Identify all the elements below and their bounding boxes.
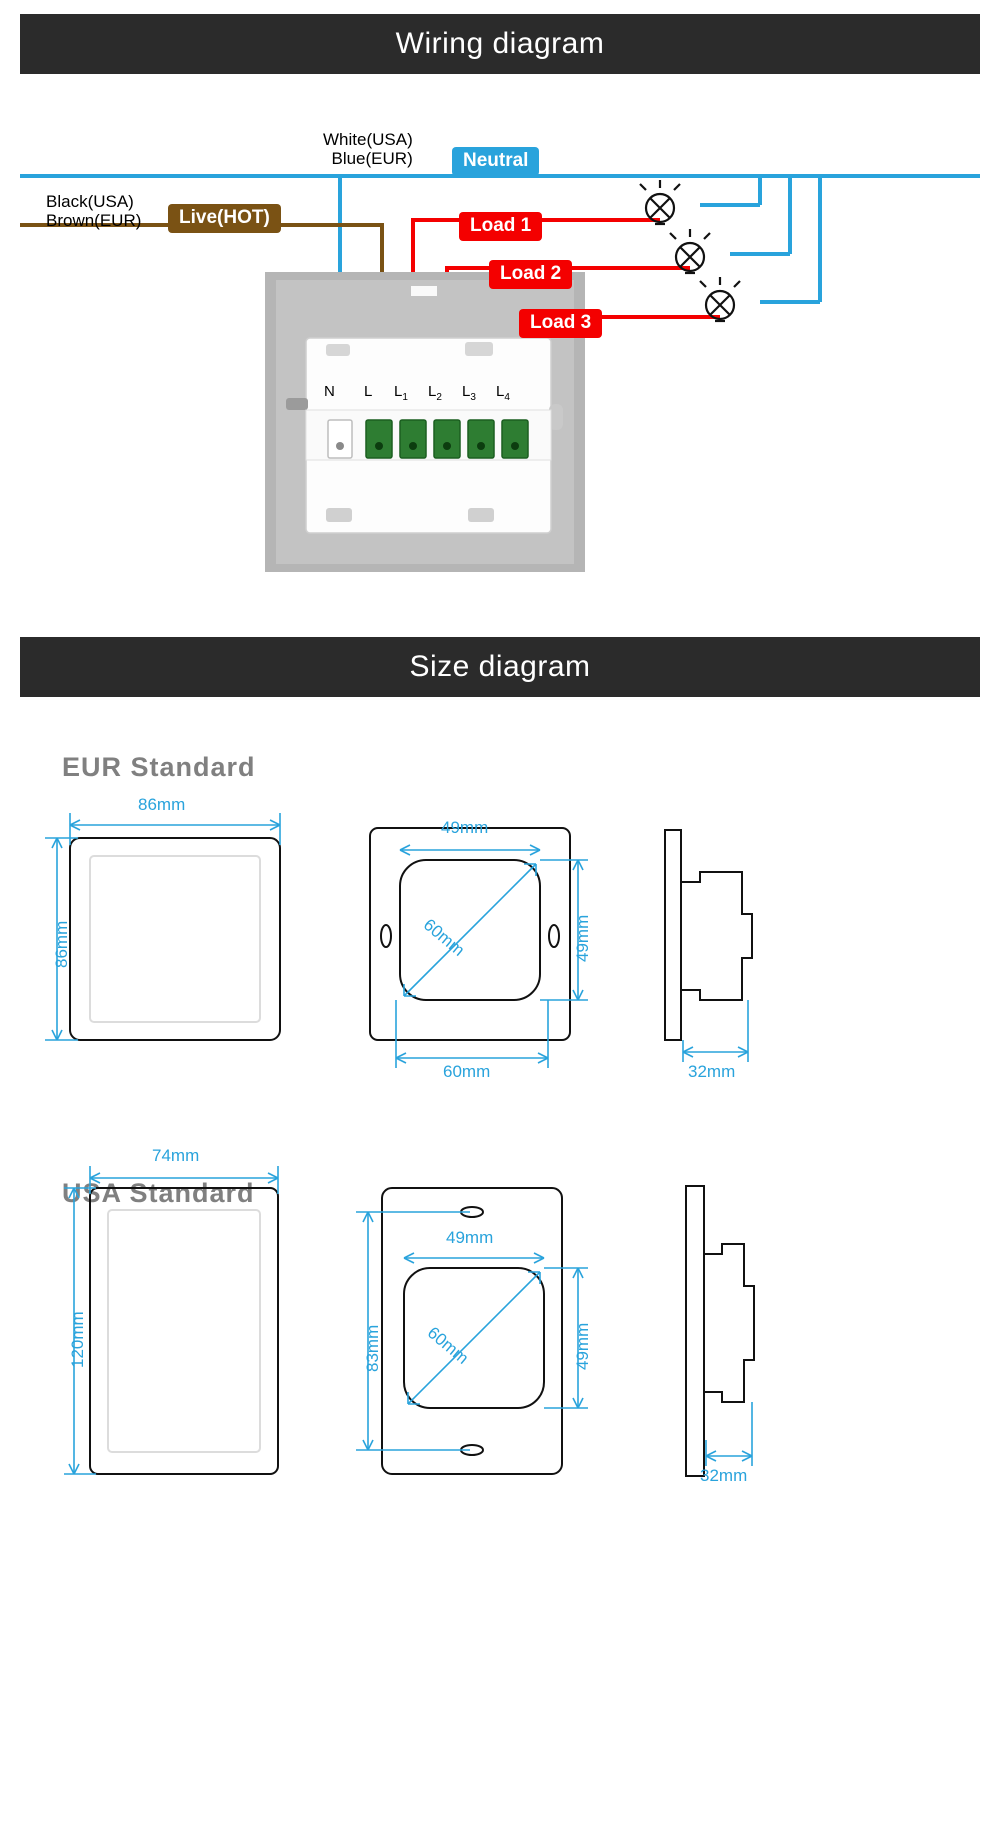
eur-front-height-dim: 86mm	[52, 920, 71, 968]
eur-front-width-dim: 86mm	[138, 795, 186, 814]
terminal-label-l2: $L_2$	[428, 383, 442, 403]
lamp-symbol-1	[640, 180, 680, 224]
usa-standard-title: USA Standard	[62, 1178, 255, 1208]
size-diagram-header	[20, 637, 980, 697]
load2-tag: Load 2	[489, 260, 572, 289]
neutral-wire-label-line2: Blue(EUR)	[331, 149, 413, 168]
eur-back-dimension-lines	[396, 845, 588, 1068]
usa-back-diagonal-dim: 60mm	[423, 1323, 473, 1368]
neutral-tag: Neutral	[452, 147, 539, 176]
size-diagram-figure	[0, 700, 1000, 1820]
usa-back-inner-height-dim: 49mm	[573, 1322, 592, 1370]
size-diagram-title: Size diagram	[409, 650, 591, 683]
wiring-diagram-figure	[0, 80, 1000, 620]
eur-back-inner-width-dim: 49mm	[441, 818, 489, 837]
eur-side-depth-dim: 32mm	[688, 1062, 736, 1081]
load3-tag: Load 3	[519, 309, 602, 338]
eur-front-view	[70, 838, 280, 1040]
usa-front-view	[90, 1188, 278, 1474]
eur-side-view	[665, 830, 752, 1040]
eur-back-diagonal-dim: 60mm	[419, 915, 469, 960]
neutral-wire-label	[323, 130, 413, 168]
usa-side-dimension-lines	[706, 1402, 752, 1466]
live-wire-label-line2: Brown(EUR)	[46, 211, 142, 230]
size-drawings-svg	[0, 700, 1000, 1820]
terminal-label-l3: $L_3$	[462, 383, 476, 403]
usa-side-depth-dim: 32mm	[700, 1466, 748, 1485]
live-wire-label	[46, 192, 141, 230]
usa-front-dimension-lines	[64, 1166, 278, 1474]
wiring-diagram-header	[20, 14, 980, 74]
usa-back-inner-width-dim: 49mm	[446, 1228, 494, 1247]
eur-back-outer-width-dim: 60mm	[443, 1062, 491, 1081]
terminal-label-n: N	[324, 383, 335, 400]
usa-side-view	[686, 1186, 754, 1476]
usa-back-outer-height-dim: 83mm	[363, 1324, 382, 1372]
usa-front-height-dim: 120mm	[68, 1311, 87, 1368]
lamp-symbol-3	[700, 277, 740, 321]
live-tag: Live(HOT)	[168, 204, 281, 233]
load1-tag: Load 1	[459, 212, 542, 241]
usa-front-width-dim: 74mm	[152, 1146, 200, 1165]
neutral-wire-label-line1: White(USA)	[323, 130, 413, 149]
eur-back-inner-height-dim: 49mm	[573, 914, 592, 962]
terminal-label-l: L	[364, 383, 373, 400]
terminal-label-l1: $L_1$	[394, 383, 408, 403]
live-wire-label-line1: Black(USA)	[46, 192, 134, 211]
eur-standard-title: EUR Standard	[62, 752, 256, 782]
terminal-label-l4: $L_4$	[496, 383, 510, 403]
wiring-diagram-title: Wiring diagram	[395, 27, 605, 60]
eur-front-dimension-lines	[45, 813, 280, 1040]
eur-side-dimension-lines	[683, 1000, 748, 1062]
